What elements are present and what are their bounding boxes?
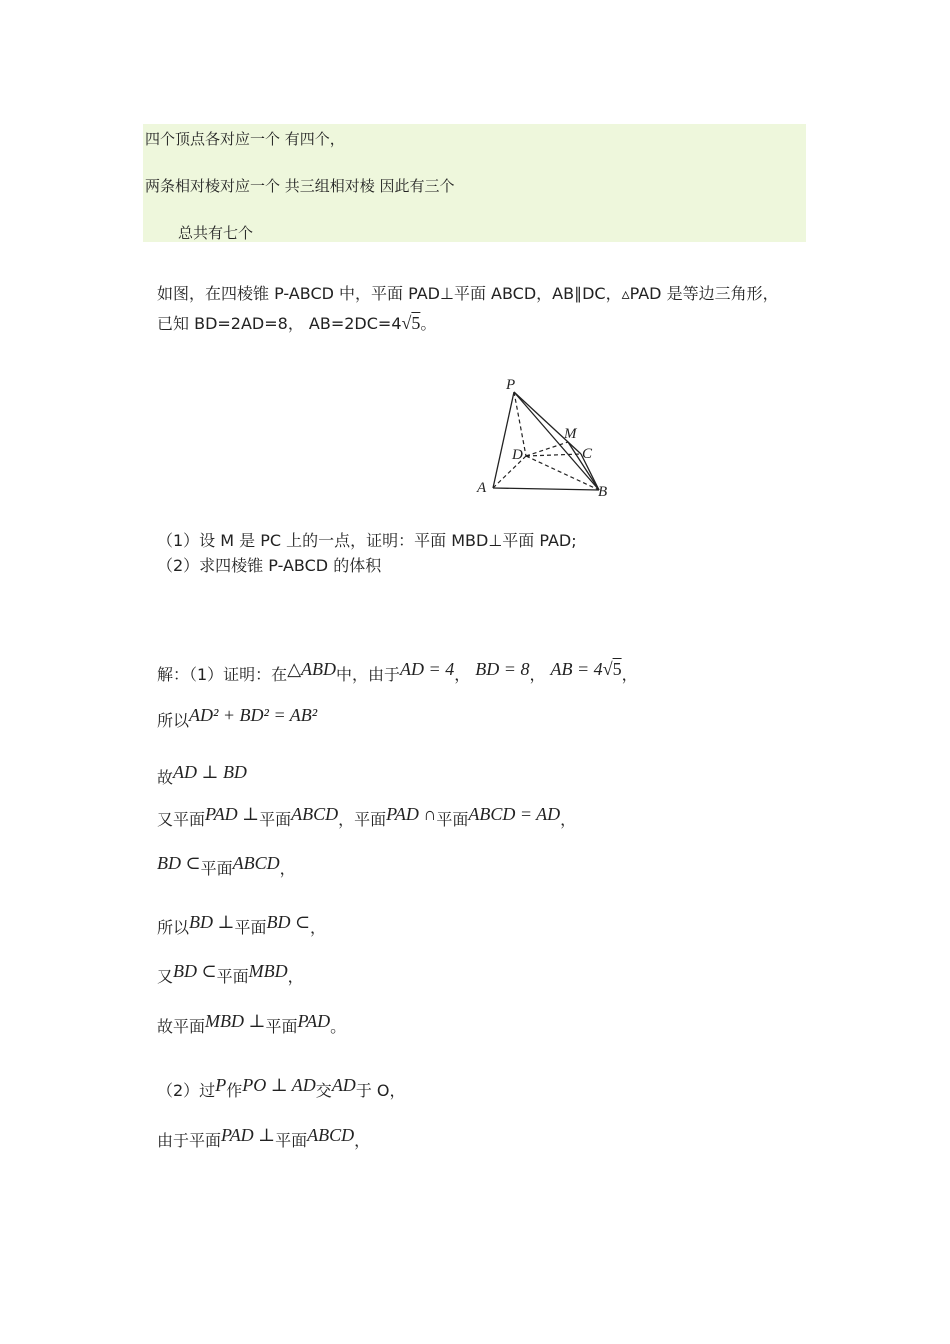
sol4-text-a: 又平面 <box>157 810 206 829</box>
sol8-text-b: 平面 <box>265 1017 298 1036</box>
label-C: C <box>582 446 593 462</box>
sol4-math-1: PAD ⊥ <box>205 804 260 824</box>
sol5-text-a: 平面 <box>200 859 233 878</box>
sol9-math-1: P <box>215 1075 227 1095</box>
sol4-text-c: ，平面 <box>338 810 387 829</box>
sol10-math-1: PAD ⊥ <box>221 1125 276 1145</box>
label-A: A <box>477 480 487 496</box>
sol10-text-b: 平面 <box>275 1131 308 1150</box>
problem-line-2 <box>157 311 436 334</box>
sol1-math-ad: AD = 4 <box>400 659 455 679</box>
sol5-math-2: ABCD <box>232 853 280 873</box>
sol8-text-a: 故平面 <box>157 1017 206 1036</box>
solution-line-10 <box>157 1125 371 1151</box>
edge-PC <box>514 392 581 454</box>
sqrt-radicand: 5 <box>411 313 421 333</box>
question-2: （2）求四棱锥 P-ABCD 的体积 <box>157 556 382 575</box>
sol5-text-b: ， <box>279 859 296 878</box>
sol1-text-b: 中，由于 <box>336 665 401 684</box>
problem-line-1: 如图，在四棱锥 P-ABCD 中，平面 PAD⊥平面 ABCD，AB∥DC，▵PAD 是等边三角形， <box>157 284 779 303</box>
solution-line-3 <box>157 762 247 788</box>
sol1-math-bd: BD = 8 <box>475 659 530 679</box>
sol3-text: 故 <box>157 768 174 787</box>
sol4-math-3: PAD ∩ <box>386 804 437 824</box>
sol9-math-2: PO ⊥ AD <box>242 1075 316 1095</box>
sol1-sqrt-radicand: 5 <box>612 659 622 679</box>
sol2-text: 所以 <box>157 711 190 730</box>
sol1-text-c: ， <box>454 665 471 684</box>
sol5-math-1: BD ⊂ <box>157 853 201 873</box>
sol4-text-b: 平面 <box>259 810 292 829</box>
sol6-text-a: 所以 <box>157 918 190 937</box>
solution-line-5 <box>157 853 296 879</box>
solution-line-6 <box>157 912 327 938</box>
sol8-text-c: 。 <box>330 1017 347 1036</box>
problem-line-2-suffix: 。 <box>420 314 437 333</box>
sol1-text-a: 解：（1）证明：在 <box>157 665 288 684</box>
edge-PA <box>493 392 514 488</box>
sol1-text-d: ， <box>529 665 546 684</box>
sol8-math-1: MBD ⊥ <box>205 1011 266 1031</box>
sol7-math-1: BD ⊂ <box>173 961 217 981</box>
sol6-math-1: BD ⊥ <box>189 912 235 932</box>
sol8-math-2: PAD <box>297 1011 331 1031</box>
edge-DC <box>526 454 581 456</box>
sol10-text-a: 由于平面 <box>157 1131 222 1150</box>
solution-line-8 <box>157 1011 347 1037</box>
solution-line-9 <box>157 1075 406 1101</box>
question-1: （1）设 M 是 PC 上的一点，证明：平面 MBD⊥平面 PAD; <box>157 531 577 550</box>
label-M: M <box>564 426 577 442</box>
solution-line-1 <box>157 659 638 685</box>
sol10-math-2: ABCD <box>307 1125 355 1145</box>
solution-line-7 <box>157 961 304 987</box>
summary-line-1: 四个顶点各对应一个 有四个， <box>145 130 345 148</box>
sol7-text-a: 又 <box>157 967 174 986</box>
sqrt-expression: √5 <box>401 313 421 333</box>
sol1-math-triangle: △ABD <box>287 659 337 679</box>
sol1-math-ab: AB = 4 <box>550 659 603 679</box>
label-D: D <box>512 447 523 463</box>
edge-DM <box>526 442 568 456</box>
sol6-text-c: ， <box>310 918 327 937</box>
sol9-text-c: 交 <box>315 1081 332 1100</box>
sol7-text-c: ， <box>287 967 304 986</box>
sol9-math-3: AD <box>331 1075 356 1095</box>
sol4-math-4: ABCD = AD <box>468 804 561 824</box>
sol9-text-a: （2）过 <box>157 1081 216 1100</box>
summary-line-3: 总共有七个 <box>178 224 254 242</box>
edge-AB <box>493 488 599 490</box>
sol1-text-e: ， <box>621 665 638 684</box>
problem-line-2-prefix: 已知 BD=2AD=8， AB=2DC=4 <box>157 314 402 333</box>
sol7-math-2: MBD <box>248 961 288 981</box>
summary-line-2: 两条相对棱对应一个 共三组相对棱 因此有三个 <box>145 177 455 195</box>
sol9-text-d: 于 O， <box>355 1081 406 1100</box>
label-P: P <box>506 377 516 393</box>
solution-line-4 <box>157 804 577 830</box>
sol10-text-c: ， <box>354 1131 371 1150</box>
solution-line-2 <box>157 705 318 731</box>
sol1-sqrt: √5 <box>602 659 622 679</box>
sol6-text-b: 平面 <box>234 918 267 937</box>
sol4-text-e: ， <box>560 810 577 829</box>
sol7-text-b: 平面 <box>216 967 249 986</box>
sol2-math: AD² + BD² = AB² <box>189 705 318 725</box>
sol4-math-2: ABCD <box>291 804 339 824</box>
sol4-text-d: 平面 <box>436 810 469 829</box>
sol3-math: AD ⊥ BD <box>173 762 247 782</box>
edge-PB <box>514 392 599 490</box>
sol9-text-b: 作 <box>226 1081 243 1100</box>
pyramid-figure <box>470 372 620 504</box>
label-B: B <box>598 484 608 500</box>
sol6-math-2: BD ⊂ <box>266 912 311 932</box>
